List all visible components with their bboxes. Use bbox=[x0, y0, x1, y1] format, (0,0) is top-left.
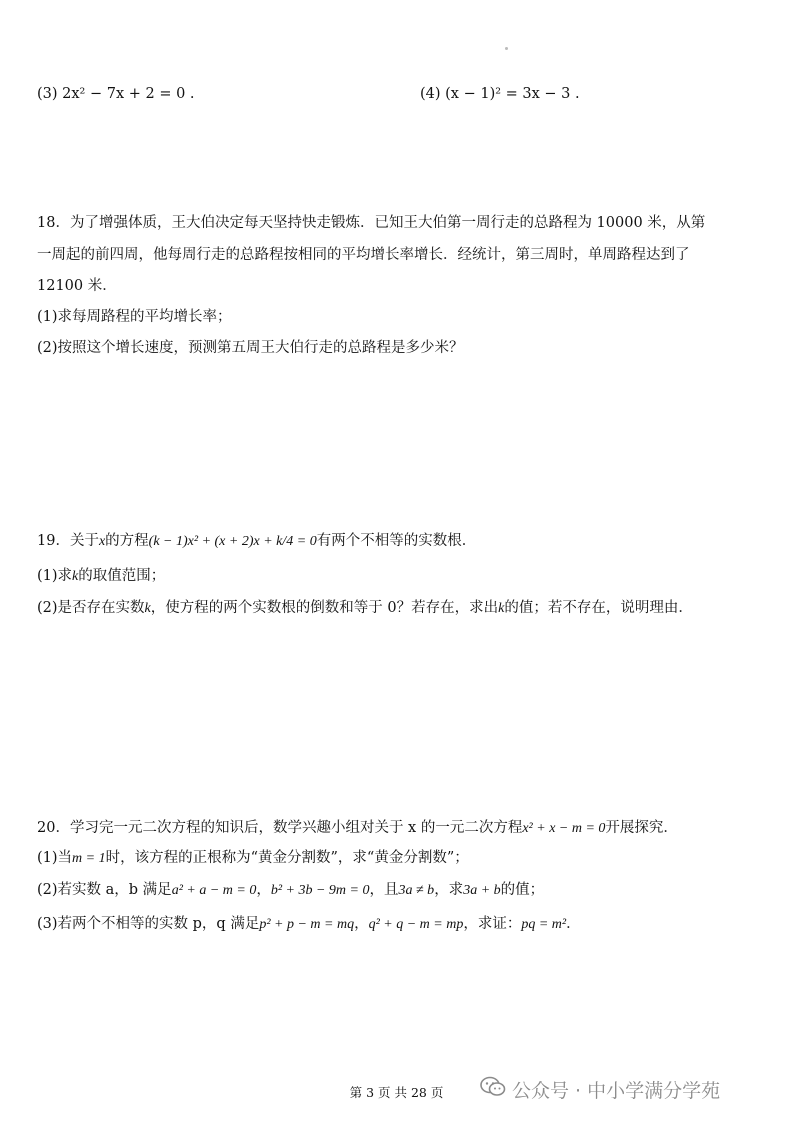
problem-18-sub1: (1)求每周路程的平均增长率； bbox=[37, 309, 232, 325]
stem-text: 20．学习完一元二次方程的知识后，数学兴趣小组对关于 x 的一元二次方程 bbox=[37, 820, 523, 836]
math-equation: 3a + b bbox=[463, 883, 501, 898]
math-equation: (k − 1)x² + (x + 2)x + k/4 = 0 bbox=[148, 534, 317, 549]
math-equation: q² + q − m = mp bbox=[368, 917, 464, 932]
sub-text: 的取值范围； bbox=[78, 568, 166, 584]
problem-20-sub3 bbox=[37, 914, 581, 935]
page-footer: 第 3 页 共 28 页 bbox=[349, 1085, 444, 1100]
sub-text: ， bbox=[256, 882, 271, 898]
problem-18-line2: 一周起的前四周，他每周行走的总路程按相同的平均增长率增长．经统计，第三周时，单周路程达到了 bbox=[37, 247, 690, 263]
sub-text: ， bbox=[354, 916, 369, 932]
sub-text: 的值； bbox=[500, 882, 545, 898]
math-equation: pq = m² bbox=[521, 917, 567, 932]
sub-text: (1)当 bbox=[37, 850, 73, 866]
sub-text: 时，该方程的正根称为“黄金分割数”，求“黄金分割数”； bbox=[105, 850, 469, 866]
stem-text: 开展探究． bbox=[605, 820, 678, 836]
math-equation: 3a ≠ b bbox=[398, 883, 435, 898]
sub-text: 的值；若不存在，说明理由． bbox=[504, 600, 693, 616]
sub-text: ，求 bbox=[434, 882, 464, 898]
sub-text: (2)若实数 a，b 满足 bbox=[37, 882, 172, 898]
math-var: k bbox=[144, 601, 151, 616]
problem-19-stem bbox=[37, 531, 476, 552]
problem-19-sub1 bbox=[37, 566, 165, 587]
sub-text: (2)是否存在实数 bbox=[37, 600, 145, 616]
problem-18-sub2: (2)按照这个增长速度，预测第五周王大伯行走的总路程是多少米？ bbox=[37, 340, 464, 356]
problem-20-sub2 bbox=[37, 880, 544, 901]
wechat-icon bbox=[480, 1076, 506, 1103]
stem-text: 的方程 bbox=[105, 533, 149, 549]
watermark bbox=[480, 1076, 720, 1103]
sub-text: ． bbox=[566, 916, 581, 932]
problem-20-sub1 bbox=[37, 848, 469, 869]
problem-18-line3: 12100 米． bbox=[37, 278, 117, 294]
math-equation: p² + p − m = mq bbox=[259, 917, 355, 932]
problem-19-sub2 bbox=[37, 598, 693, 619]
problem-17-part3: (3) 2x² − 7x + 2 = 0 . bbox=[37, 86, 195, 102]
problem-17-part4: (4) (x − 1)² = 3x − 3 . bbox=[420, 86, 580, 102]
sub-text: (3)若两个不相等的实数 p，q 满足 bbox=[37, 916, 260, 932]
watermark-text: 公众号 · 中小学满分学苑 bbox=[512, 1080, 721, 1102]
sub-text: ，求证： bbox=[463, 916, 522, 932]
sub-text: ，使方程的两个实数根的倒数和等于 0？若存在，求出 bbox=[150, 600, 499, 616]
math-equation: m = 1 bbox=[72, 851, 106, 866]
sub-text: ，且 bbox=[369, 882, 399, 898]
math-var: x bbox=[98, 534, 106, 549]
math-equation: b² + 3b − 9m = 0 bbox=[270, 883, 370, 898]
math-var: k bbox=[498, 601, 505, 616]
problem-20-stem bbox=[37, 818, 678, 839]
scan-dot bbox=[505, 47, 508, 50]
math-equation: a² + a − m = 0 bbox=[171, 883, 257, 898]
stem-text: 19．关于 bbox=[37, 533, 99, 549]
problem-18-line1: 18．为了增强体质，王大伯决定每天坚持快走锻炼．已知王大伯第一周行走的总路程为 10000 米，从第 bbox=[37, 215, 706, 231]
math-var: k bbox=[72, 569, 79, 584]
sub-text: (1)求 bbox=[37, 568, 73, 584]
math-equation: x² + x − m = 0 bbox=[522, 821, 606, 836]
stem-text: 有两个不相等的实数根． bbox=[316, 533, 477, 549]
